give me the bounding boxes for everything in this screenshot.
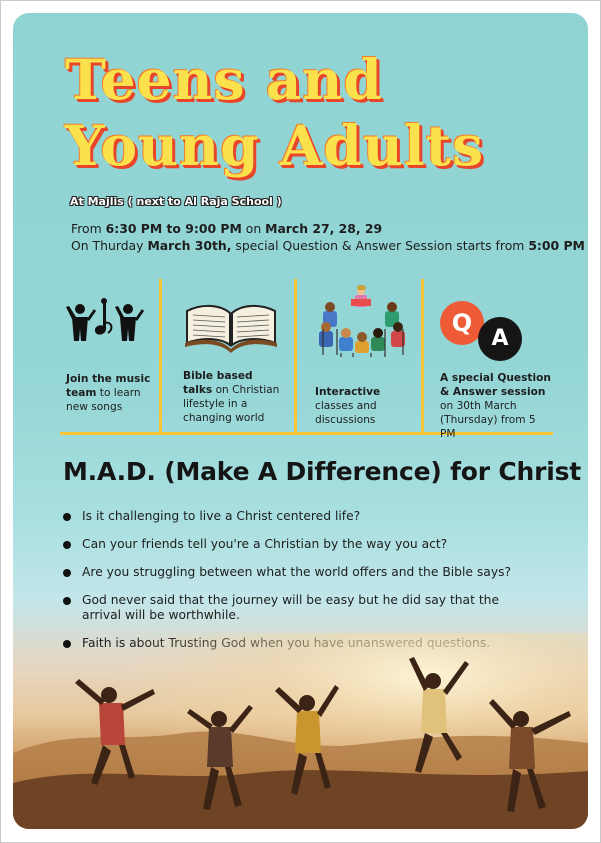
feature-grid [60,279,553,440]
qa-bubbles-icon [440,297,530,357]
music-team-icon [66,295,156,355]
feature-interactive-rest: classes and [315,400,377,412]
schedule-line-1 [71,221,382,236]
feature-qa-rest: on 30th March [440,400,517,412]
poster [13,13,588,829]
schedule-from-label: From [71,221,106,236]
list-item: Can your friends tell you're a Christian by the way you act? [63,537,533,552]
poster-title [65,47,484,179]
title-line-2: Young Adults [65,113,485,178]
feature-bible-rest: on Christian [212,384,280,396]
schedule-qa-middle: special Question & Answer Session starts from [231,238,529,253]
schedule-dates: March 27, 28, 29 [265,221,383,236]
feature-divider [159,279,162,435]
feature-bible-bold: Bible based [183,370,253,382]
feature-qa-rest-2: (Thursday) from 5 PM [440,414,536,440]
list-item: God never said that the journey will be easy but he did say that the arrival will be worthwhile. [63,593,533,623]
schedule-line-2 [71,238,585,253]
schedule-time: 6:30 PM to 9:00 PM [105,221,242,236]
feature-music-text [66,372,150,414]
feature-music [66,279,156,429]
schedule-qa-date: March 30th, [147,238,232,253]
feature-divider [294,279,297,435]
feature-divider [421,279,424,435]
feature-music-bold: Join the music [66,373,151,385]
venue-text: At Majlis ( next to Al Raja School ) [70,195,282,208]
feature-bible-text [183,369,279,425]
open-bible-icon [183,295,279,355]
title-line-1: Teens and [65,47,383,112]
feature-bible-rest-2: lifestyle in a [183,398,248,410]
feature-qa-bold: A special Question [440,372,551,384]
jumping-people-photo [13,633,588,829]
feature-interactive [315,279,415,429]
feature-interactive-text [315,385,380,427]
feature-bible-bold-2: talks [183,384,213,396]
feature-music-rest-2: new songs [66,401,123,413]
q-bubble: Q [440,301,484,345]
discussion-group-icon [315,285,411,357]
schedule-on: on [241,221,266,236]
feature-qa-bold-2: & Answer session [440,386,546,398]
feature-music-rest: to learn [96,387,141,399]
feature-qa-text [440,371,553,441]
schedule-qa-prefix: On Thurday [71,238,148,253]
list-item: Is it challenging to live a Christ centered life? [63,509,533,524]
schedule-qa-time: 5:00 PM [528,238,585,253]
mad-heading: M.A.D. (Make A Difference) for Christ [63,457,582,486]
feature-music-bold-2: team [66,387,97,399]
feature-bible [183,279,291,429]
feature-qa [440,279,553,440]
feature-bible-rest-3: changing world [183,412,265,424]
feature-interactive-bold: Interactive [315,386,381,398]
a-bubble: A [478,317,522,361]
list-item: Are you struggling between what the world offers and the Bible says? [63,565,533,580]
feature-interactive-rest-2: discussions [315,414,376,426]
